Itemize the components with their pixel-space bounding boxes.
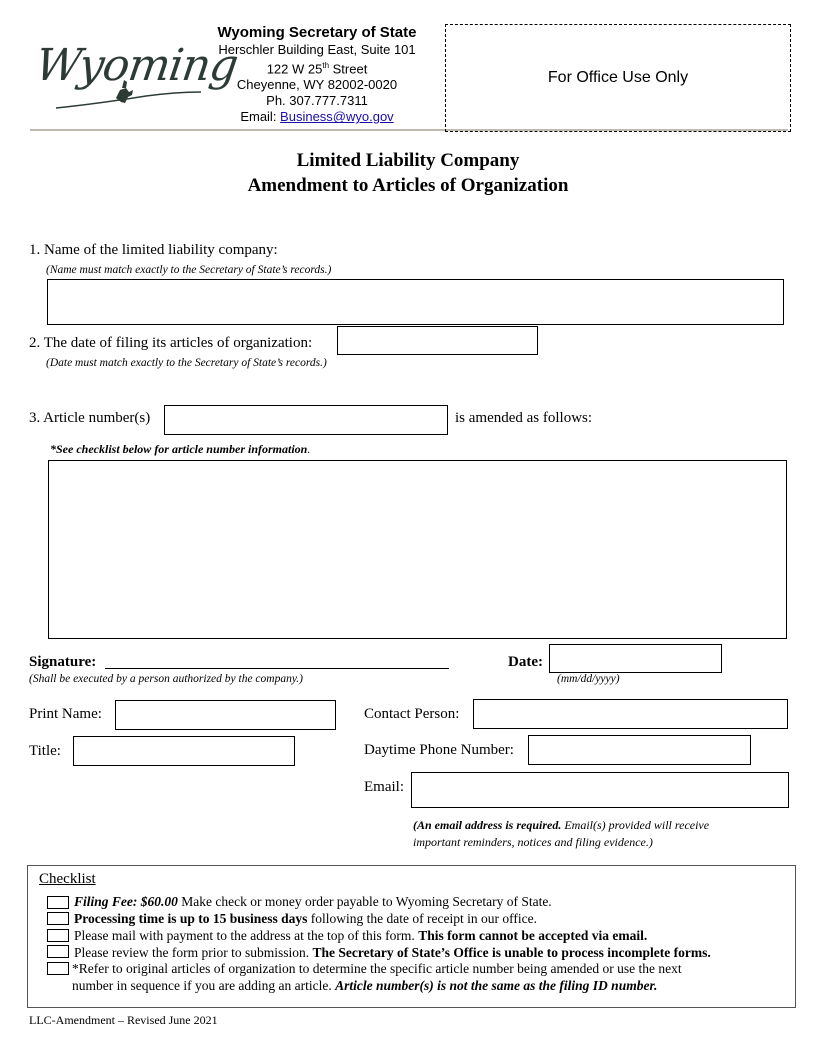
email-line: Email: Business@wyo.gov	[240, 109, 394, 125]
contact-person-field[interactable]	[473, 699, 788, 729]
amendment-text-field[interactable]	[48, 460, 787, 639]
q3-label: 3. Article number(s)	[29, 410, 151, 426]
form-title	[0, 148, 816, 198]
checklist-checkbox-5[interactable]	[47, 962, 69, 975]
print-name-label: Print Name:	[29, 706, 102, 722]
contact-person-label: Contact Person:	[364, 706, 460, 722]
q1-label: 1. Name of the limited liability company:	[29, 242, 278, 258]
filing-date-field[interactable]	[337, 326, 538, 355]
q3-note: *See checklist below for article number information.	[50, 442, 311, 456]
signature-label: Signature:	[29, 654, 97, 670]
checklist-title: Checklist	[39, 871, 96, 887]
checklist-item-5: *Refer to original articles of organization to determine the specific article number being amended or use the next	[72, 961, 682, 976]
checklist-checkbox-2[interactable]	[47, 912, 69, 925]
checklist-item-1: Filing Fee: $60.00 Make check or money order payable to Wyoming Secretary of State.	[74, 894, 552, 909]
title-field[interactable]	[73, 736, 295, 766]
print-name-field[interactable]	[115, 700, 336, 730]
phone-label: Daytime Phone Number:	[364, 742, 514, 758]
email-note: (An email address is required. Email(s) provided will receive important reminders, notices and filing evidence.)	[413, 818, 710, 849]
checklist-item-2: Processing time is up to 15 business days following the date of receipt in our office.	[74, 911, 537, 926]
signature-line[interactable]	[105, 668, 449, 669]
phone-line: Ph. 307.777.7311	[266, 93, 368, 109]
company-name-field[interactable]	[47, 279, 784, 325]
q3-suffix: is amended as follows:	[455, 410, 593, 426]
checklist-item-4: Please review the form prior to submission. The Secretary of State’s Office is unable to process incomplete forms.	[74, 945, 711, 960]
title-line-1: Limited Liability Company	[296, 150, 520, 171]
q1-note: (Name must match exactly to the Secretary of State’s records.)	[46, 264, 332, 276]
email-field[interactable]	[411, 772, 789, 808]
signature-note: (Shall be executed by a person authorized by the company.)	[29, 673, 304, 685]
email-link[interactable]: Business@wyo.gov	[280, 109, 394, 125]
address-line-2: 122 W 25th Street	[266, 61, 368, 77]
logo-wordmark: Wyoming	[32, 40, 241, 91]
q2-label: 2. The date of filing its articles of organization:	[29, 335, 313, 351]
form-footer: LLC-Amendment – Revised June 2021	[29, 1013, 218, 1027]
address-line-3: Cheyenne, WY 82002-0020	[236, 77, 398, 93]
org-name: Wyoming Secretary of State	[217, 24, 417, 41]
title-label: Title:	[29, 743, 61, 759]
signature-date-field[interactable]	[549, 644, 722, 673]
title-line-2: Amendment to Articles of Organization	[247, 175, 569, 196]
checklist-checkbox-1[interactable]	[47, 896, 69, 909]
article-number-field[interactable]	[164, 405, 448, 435]
q2-note: (Date must match exactly to the Secretary of State’s records.)	[46, 357, 327, 369]
office-use-label: For Office Use Only	[547, 69, 689, 86]
address-line-1: Herschler Building East, Suite 101	[218, 42, 416, 57]
office-use-box	[445, 24, 791, 132]
email-label: Email:	[364, 779, 404, 795]
phone-field[interactable]	[528, 735, 751, 765]
checklist-item-3: Please mail with payment to the address at the top of this form. This form cannot be accepted via email.	[74, 928, 648, 943]
date-label: Date:	[508, 654, 543, 670]
checklist-checkbox-3[interactable]	[47, 929, 69, 942]
checklist-item-5-cont: number in sequence if you are adding an article. Article number(s) is not the same as the filing ID number.	[72, 978, 658, 993]
date-format-note: (mm/dd/yyyy)	[557, 673, 620, 685]
checklist-checkbox-4[interactable]	[47, 945, 69, 958]
wyoming-logo	[32, 38, 241, 126]
address-block	[204, 24, 430, 125]
